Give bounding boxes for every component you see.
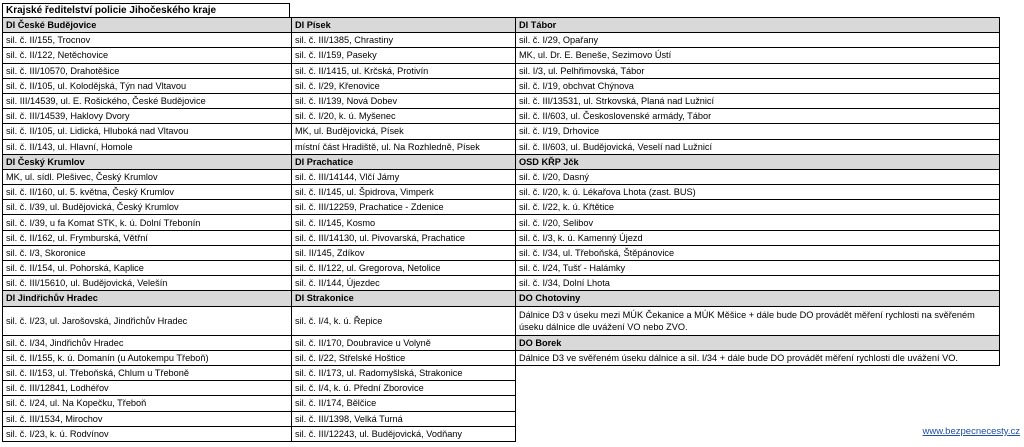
table-cell: sil. II/145, Zdíkov <box>292 245 516 260</box>
section-header: DI Tábor <box>516 18 1000 33</box>
table-cell: sil. č. III/14144, Vlčí Jámy <box>292 169 516 184</box>
table-cell: sil. č. III/12259, Prachatice - Zdenice <box>292 200 516 215</box>
table-cell: sil. č. II/174, Bělčice <box>292 396 516 411</box>
table-row <box>3 335 1000 350</box>
table-row <box>3 33 1000 48</box>
table-cell: sil. č. I/34, ul. Třeboňská, Štěpánovice <box>516 245 1000 260</box>
table-cell: sil. č. I/20, k. ú. Lékařova Lhota (zast. BUS) <box>516 185 1000 200</box>
table-cell: sil. č. I/23, k. ú. Rodvínov <box>3 426 292 441</box>
table-cell: sil. č. II/122, Netěchovice <box>3 48 292 63</box>
table-row <box>3 350 1000 365</box>
section-header: DI Prachatice <box>292 154 516 169</box>
table-cell: sil. č. III/1534, Mirochov <box>3 411 292 426</box>
table-cell: sil. č. I/22, k. ú. Křtětice <box>516 200 1000 215</box>
table-cell: sil. č. I/34, Dolní Lhota <box>516 276 1000 291</box>
table-row <box>3 200 1000 215</box>
table-row <box>3 381 1000 396</box>
table-cell: sil. č. III/14130, ul. Pivovarská, Prachatice <box>292 230 516 245</box>
table-row <box>3 169 1000 184</box>
table-row <box>3 396 1000 411</box>
table-cell: sil. č. II/153, ul. Třeboňská, Chlum u Třeboně <box>3 365 292 380</box>
table-cell: MK, ul. Budějovická, Písek <box>292 124 516 139</box>
section-header: DI Strakonice <box>292 291 516 306</box>
table-cell: sil. č. II/105, ul. Lidická, Hluboká nad Vltavou <box>3 124 292 139</box>
table-cell: sil. č. I/29, Opařany <box>516 33 1000 48</box>
table-cell: Dálnice D3 ve svěřeném úseku dálnice a sil. I/34 + dále bude DO provádět měření rychlosti dle uvážení VO. <box>516 350 1000 365</box>
table-row <box>3 63 1000 78</box>
table-row <box>3 124 1000 139</box>
table-title: Krajské ředitelství policie Jihočeského kraje <box>2 3 290 17</box>
table-cell: sil. I/3, ul. Pelhřimovská, Tábor <box>516 63 1000 78</box>
table-cell: sil. č. I/23, ul. Jarošovská, Jindřichův Hradec <box>3 306 292 335</box>
table-row <box>3 48 1000 63</box>
table-row <box>3 426 1000 441</box>
table-row <box>3 306 1000 335</box>
table-cell: sil. č. II/143, ul. Hlavní, Homole <box>3 139 292 154</box>
table-cell: sil. č. II/145, Kosmo <box>292 215 516 230</box>
table-cell: sil. č. I/34, Jindřichův Hradec <box>3 335 292 350</box>
table-row <box>3 261 1000 276</box>
table-cell: sil. č. II/145, ul. Špidrova, Vimperk <box>292 185 516 200</box>
table-cell: sil. III/14539, ul. E. Rošického, České Budějovice <box>3 93 292 108</box>
table-cell: sil. č. II/170, Doubravice u Volyně <box>292 335 516 350</box>
table-cell: sil. č. II/154, ul. Pohorská, Kaplice <box>3 261 292 276</box>
table-cell: sil. č. II/139, Nová Dobev <box>292 93 516 108</box>
table-row <box>3 93 1000 108</box>
table-cell: sil. č. III/10570, Drahotěšice <box>3 63 292 78</box>
table-cell: sil. č. I/39, ul. Budějovická, Český Krumlov <box>3 200 292 215</box>
table-cell: sil. č. III/1385, Chrastiny <box>292 33 516 48</box>
section-header: DI Písek <box>292 18 516 33</box>
table-cell: sil. č. II/144, Újezdec <box>292 276 516 291</box>
table-row <box>3 365 1000 380</box>
table-row <box>3 109 1000 124</box>
table-cell: sil. č. II/159, Paseky <box>292 48 516 63</box>
table-cell: MK, ul. Dr. E. Beneše, Sezimovo Ústí <box>516 48 1000 63</box>
table-cell: sil. č. II/105, ul. Kolodějská, Týn nad Vltavou <box>3 78 292 93</box>
table-cell: sil. č. I/39, u fa Komat STK, k. ú. Dolní Třebonín <box>3 215 292 230</box>
table-cell: sil. č. III/1398, Velká Turná <box>292 411 516 426</box>
table-cell: sil. č. I/22, Střelské Hoštice <box>292 350 516 365</box>
table-cell: sil. č. I/3, Skoronice <box>3 245 292 260</box>
table-cell: Dálnice D3 v úseku mezi MÚK Čekanice a MÚK Měšice + dále bude DO provádět měření rychlosti na svěřeném úseku dálnice dle uvážení VO nebo ZVO. <box>516 306 1000 335</box>
table-cell: sil. č. III/12841, Lodhéřov <box>3 381 292 396</box>
section-header: DO Borek <box>516 335 1000 350</box>
table-cell: sil. č. II/162, ul. Frymburská, Větřní <box>3 230 292 245</box>
table-cell: sil. č. III/12243, ul. Budějovická, Vodňany <box>292 426 516 441</box>
table-cell: sil. č. I/29, Křenovice <box>292 78 516 93</box>
table-cell: sil. č. III/14539, Haklovy Dvory <box>3 109 292 124</box>
empty-cell <box>516 365 1000 380</box>
table-cell: sil. č. II/155, Trocnov <box>3 33 292 48</box>
table-row <box>3 139 1000 154</box>
section-header: DI Jindřichův Hradec <box>3 291 292 306</box>
table-cell: sil. č. I/4, k. ú. Řepice <box>292 306 516 335</box>
table-cell: MK, ul. sídl. Plešivec, Český Krumlov <box>3 169 292 184</box>
table-cell: sil. č. III/15610, ul. Budějovická, Velešín <box>3 276 292 291</box>
table-row <box>3 215 1000 230</box>
empty-cell <box>516 396 1000 411</box>
section-header-row <box>3 291 1000 306</box>
table-cell: sil. č. II/173, ul. Radomyšlská, Strakonice <box>292 365 516 380</box>
table-row <box>3 230 1000 245</box>
table-cell: sil. č. I/20, k. ú. Myšenec <box>292 109 516 124</box>
table-cell: sil. č. I/20, Dasný <box>516 169 1000 184</box>
table-row <box>3 411 1000 426</box>
table-cell: sil. č. II/1415, ul. Krčská, Protivín <box>292 63 516 78</box>
table-cell: sil. č. I/24, ul. Na Kopečku, Třeboň <box>3 396 292 411</box>
table-cell: sil. č. I/20, Selibov <box>516 215 1000 230</box>
table-row <box>3 276 1000 291</box>
empty-cell <box>516 411 1000 426</box>
table-cell: sil. č. I/19, Drhovice <box>516 124 1000 139</box>
table-cell: místní část Hradiště, ul. Na Rozhledně, Písek <box>292 139 516 154</box>
table-row <box>3 78 1000 93</box>
table-cell: sil. č. III/13531, ul. Strkovská, Planá nad Lužnicí <box>516 93 1000 108</box>
empty-cell <box>516 381 1000 396</box>
footer-website-link[interactable]: www.bezpecnecesty.cz <box>922 426 1020 437</box>
section-header: DI České Budějovice <box>3 18 292 33</box>
table-row <box>3 245 1000 260</box>
section-header-row <box>3 154 1000 169</box>
table-cell: sil. č. II/160, ul. 5. května, Český Krumlov <box>3 185 292 200</box>
section-header-row <box>3 18 1000 33</box>
section-header: DO Chotoviny <box>516 291 1000 306</box>
table-cell: sil. č. II/122, ul. Gregorova, Netolice <box>292 261 516 276</box>
table-cell: sil. č. II/155, k. ú. Domanín (u Autokempu Třeboň) <box>3 350 292 365</box>
table-cell: sil. č. I/19, obchvat Chýnova <box>516 78 1000 93</box>
table-cell: sil. č. II/603, ul. Budějovická, Veselí nad Lužnicí <box>516 139 1000 154</box>
table-cell: sil. č. I/24, Tušť - Halámky <box>516 261 1000 276</box>
table-cell: sil. č. I/3, k. ú. Kamenný Újezd <box>516 230 1000 245</box>
table-cell: sil. č. I/4, k. ú. Přední Zborovice <box>292 381 516 396</box>
enforcement-locations-table <box>2 17 1000 442</box>
section-header: OSD KŘP Jčk <box>516 154 1000 169</box>
table-row <box>3 185 1000 200</box>
table-cell: sil. č. II/603, ul. Československé armády, Tábor <box>516 109 1000 124</box>
section-header: DI Český Krumlov <box>3 154 292 169</box>
